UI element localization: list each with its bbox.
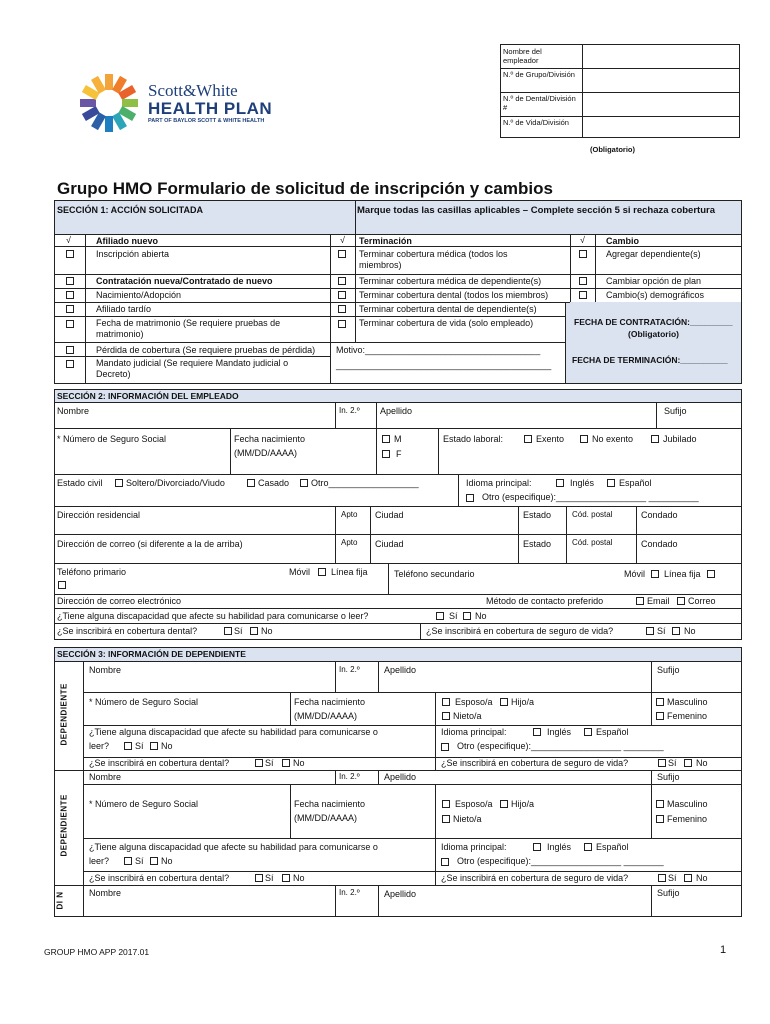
col2-item: Terminar cobertura dental (todos los miembros) xyxy=(359,290,549,300)
col1-item: Mandato judicial (Se requiere Mandato judicial o Decreto) xyxy=(96,358,289,380)
cb-dep1-vida-si[interactable] xyxy=(658,759,666,767)
employer-group-field[interactable] xyxy=(583,69,739,91)
emp-vida-q: ¿Se inscribirá en cobertura de seguro de vida? xyxy=(426,626,614,636)
cb-dep1-disc-si[interactable] xyxy=(124,742,132,750)
emp-dental-q: ¿Se inscribirá en cobertura dental? xyxy=(57,626,198,636)
no-label: No xyxy=(261,626,273,636)
no-label: No xyxy=(161,856,173,866)
ingles-label: Inglés xyxy=(570,478,595,488)
dep-otro-label[interactable]: Otro (especifique):__________________ ________ xyxy=(457,856,664,866)
cb-exento[interactable] xyxy=(524,435,532,443)
civil-label: Estado civil xyxy=(57,478,103,488)
apto-label: Apto xyxy=(341,538,358,547)
cb-tel1-movil[interactable] xyxy=(318,568,326,576)
cb-emp-dental-si[interactable] xyxy=(224,627,232,635)
ingles-label: Inglés xyxy=(547,727,572,737)
dep-dental-q: ¿Se inscribirá en cobertura dental? xyxy=(89,873,230,883)
col1-item: Pérdida de cobertura (Se requiere pruebas de pérdida) xyxy=(96,345,316,355)
hijo-label: Hijo/a xyxy=(511,799,535,809)
si-label: Sí xyxy=(135,741,144,751)
cb-dep1-fem[interactable] xyxy=(656,712,664,720)
no-label: No xyxy=(696,873,708,883)
cb-otro-idioma[interactable] xyxy=(466,494,474,502)
check-col3: √ xyxy=(580,235,585,245)
dep-vida-q: ¿Se inscribirá en cobertura de seguro de vida? xyxy=(441,758,629,768)
dep-disc-q2: leer? xyxy=(89,856,110,866)
cb-term-med-dep[interactable] xyxy=(338,277,346,285)
cb-dep2-vida-si[interactable] xyxy=(658,874,666,882)
cb-emp-vida-no[interactable] xyxy=(672,627,680,635)
cb-dep2-vida-no[interactable] xyxy=(684,874,692,882)
espanol-label: Español xyxy=(619,478,652,488)
cb-dep2-ingles[interactable] xyxy=(533,843,541,851)
cb-birth[interactable] xyxy=(66,291,74,299)
cb-dep2-otro[interactable] xyxy=(441,858,449,866)
dependent3-label: DI N xyxy=(55,891,65,910)
col1-item: Inscripción abierta xyxy=(96,249,170,259)
col2-item: Terminar cobertura médica de dependiente(s) xyxy=(359,276,542,286)
cb-dep2-disc-no[interactable] xyxy=(150,857,158,865)
dep-in2-label: In. 2.º xyxy=(339,772,360,781)
logo-mark-icon xyxy=(76,72,142,134)
dependent1-label: DEPENDIENTE xyxy=(59,683,69,746)
cb-dep1-esposo[interactable] xyxy=(442,698,450,706)
dep-sufijo-label: Sufijo xyxy=(657,665,680,675)
dep-ssn-label: * Número de Seguro Social xyxy=(89,697,199,707)
motivo-field-2[interactable]: ___________________________________________ xyxy=(336,360,552,370)
dep-disc-q: ¿Tiene alguna discapacidad que afecte su habilidad para comunicarse o xyxy=(89,727,378,737)
employer-life-label: N.º de Vida/División xyxy=(503,118,569,127)
cb-dep2-nieto[interactable] xyxy=(442,815,450,823)
footer-code: GROUP HMO APP 2017.01 xyxy=(44,947,150,957)
cb-tel1-extra[interactable] xyxy=(58,581,66,589)
cb-dep1-hijo[interactable] xyxy=(500,698,508,706)
cb-soltero[interactable] xyxy=(115,479,123,487)
metodo-email: Email xyxy=(647,596,670,606)
dep-dob-format: (MM/DD/AAAA) xyxy=(294,711,357,721)
cb-dep1-disc-no[interactable] xyxy=(150,742,158,750)
fem-label: Femenino xyxy=(667,711,708,721)
cb-dep2-fem[interactable] xyxy=(656,815,664,823)
emp-ssn-label: * Número de Seguro Social xyxy=(57,434,167,444)
cb-casado[interactable] xyxy=(247,479,255,487)
cb-demographic[interactable] xyxy=(579,291,587,299)
cb-court[interactable] xyxy=(66,360,74,368)
cb-dep1-dental-no[interactable] xyxy=(282,759,290,767)
dep-apellido-label: Apellido xyxy=(384,665,417,675)
col2-item: Terminar cobertura de vida (solo empleado) xyxy=(359,318,534,328)
dep-nombre-label: Nombre xyxy=(89,665,122,675)
cb-emp-vida-si[interactable] xyxy=(646,627,654,635)
exento-label: Exento xyxy=(536,434,565,444)
col1-item: Fecha de matrimonio (Se requiere pruebas de matrimonio) xyxy=(96,318,281,340)
cb-term-medical[interactable] xyxy=(338,250,346,258)
si-label: Sí xyxy=(668,873,677,883)
dep-disc-q: ¿Tiene alguna discapacidad que afecte su habilidad para comunicarse o xyxy=(89,842,378,852)
cb-emp-m[interactable] xyxy=(382,435,390,443)
cb-otro-civil[interactable] xyxy=(300,479,308,487)
emp-disc-q: ¿Tiene alguna discapacidad que afecte su habilidad para comunicarse o leer? xyxy=(57,611,369,621)
logo-line1: Scott&White xyxy=(148,81,238,100)
dep-dental-q: ¿Se inscribirá en cobertura dental? xyxy=(89,758,230,768)
col2-item: Terminar cobertura dental de dependiente(s) xyxy=(359,304,537,314)
metodo-label: Método de contacto preferido xyxy=(486,596,604,606)
cb-jubilado[interactable] xyxy=(651,435,659,443)
tel1-label: Teléfono primario xyxy=(57,567,127,577)
dep-in2-label: In. 2.º xyxy=(339,665,360,674)
cb-dep2-espanol[interactable] xyxy=(584,843,592,851)
dep-nombre-label: Nombre xyxy=(89,772,122,782)
logo xyxy=(76,72,276,134)
cb-term-dental-dep[interactable] xyxy=(338,305,346,313)
cp-label: Cód. postal xyxy=(572,538,613,547)
no-label: No xyxy=(293,873,305,883)
col3-item: Cambio(s) demográficos xyxy=(606,290,705,300)
dep-apellido-label: Apellido xyxy=(384,889,417,899)
employer-dental-label: N.º de Dental/División # xyxy=(503,94,576,113)
cb-dep1-dental-si[interactable] xyxy=(255,759,263,767)
cb-term-life[interactable] xyxy=(338,320,346,328)
emp-nombre-label: Nombre xyxy=(57,406,90,416)
masc-label: Masculino xyxy=(667,697,708,707)
cb-ingles[interactable] xyxy=(556,479,564,487)
employer-name-field[interactable] xyxy=(583,45,739,67)
section1-header: SECCIÓN 1: ACCIÓN SOLICITADA xyxy=(57,205,204,215)
cb-dep2-dental-no[interactable] xyxy=(282,874,290,882)
col3-item: Agregar dependiente(s) xyxy=(606,249,701,259)
nieto-label: Nieto/a xyxy=(453,711,482,721)
hijo-label: Hijo/a xyxy=(511,697,535,707)
ciudad-label: Ciudad xyxy=(375,539,404,549)
dep-nombre-label: Nombre xyxy=(89,888,122,898)
dep-disc-q2: leer? xyxy=(89,741,110,751)
emp-sufijo-label: Sufijo xyxy=(664,406,687,416)
dep-sufijo-label: Sufijo xyxy=(657,772,680,782)
tel1-movil: Móvil xyxy=(289,567,311,577)
dep-sufijo-label: Sufijo xyxy=(657,888,680,898)
employer-life-field[interactable] xyxy=(583,117,739,137)
ciudad-label: Ciudad xyxy=(375,510,404,520)
employer-name-label: Nombre del empleador xyxy=(503,47,542,66)
cb-loss[interactable] xyxy=(66,346,74,354)
fem-label: Femenino xyxy=(667,814,708,824)
cb-dep1-espanol[interactable] xyxy=(584,728,592,736)
motivo-field[interactable]: Motivo:___________________________________ xyxy=(336,345,541,355)
cb-espanol[interactable] xyxy=(607,479,615,487)
dir-res-label: Dirección residencial xyxy=(57,510,141,520)
check-col1: √ xyxy=(66,235,71,245)
jubilado-label: Jubilado xyxy=(663,434,697,444)
col3-title: Cambio xyxy=(606,236,640,246)
employer-required: (Obligatorio) xyxy=(590,145,635,154)
cb-late[interactable] xyxy=(66,305,74,313)
estado-label: Estado xyxy=(523,539,552,549)
tel2-linea: Línea fija xyxy=(664,569,701,579)
dep-otro-label[interactable]: Otro (especifique):__________________ ________ xyxy=(457,741,664,751)
nieto-label: Nieto/a xyxy=(453,814,482,824)
section1-instructions: Marque todas las casillas aplicables – Complete sección 5 si rechaza cobertura xyxy=(357,205,715,216)
check-col2: √ xyxy=(340,235,345,245)
cb-dep2-dental-si[interactable] xyxy=(255,874,263,882)
dep-vida-q: ¿Se inscribirá en cobertura de seguro de vida? xyxy=(441,873,629,883)
emp-m-label: M xyxy=(394,434,402,444)
col3-item: Cambiar opción de plan xyxy=(606,276,702,286)
otro-idioma-label[interactable]: Otro (especifique):__________________ __________ xyxy=(482,492,699,502)
no-label: No xyxy=(475,611,487,621)
employer-dental-field[interactable] xyxy=(583,93,739,115)
no-label: No xyxy=(684,626,696,636)
hire-date-field[interactable]: FECHA DE CONTRATACIÓN:_________ xyxy=(574,317,733,327)
cb-tel2-linea[interactable] xyxy=(707,570,715,578)
espanol-label: Español xyxy=(596,842,629,852)
dep-apellido-label: Apellido xyxy=(384,772,417,782)
cb-emp-disc-si[interactable] xyxy=(436,612,444,620)
tel2-label: Teléfono secundario xyxy=(394,569,475,579)
emp-status-label: Estado laboral: xyxy=(443,434,504,444)
cb-emp-dental-no[interactable] xyxy=(250,627,258,635)
dep-dob-label: Fecha nacimiento xyxy=(294,697,366,707)
cb-emp-disc-no[interactable] xyxy=(463,612,471,620)
si-label: Sí xyxy=(135,856,144,866)
tel1-linea: Línea fija xyxy=(331,567,368,577)
cb-emp-f[interactable] xyxy=(382,450,390,458)
col1-item: Afiliado tardío xyxy=(96,304,152,314)
cb-noexento[interactable] xyxy=(580,435,588,443)
cb-dep2-disc-si[interactable] xyxy=(124,857,132,865)
idioma-label: Idioma principal: xyxy=(466,478,532,488)
si-label: Sí xyxy=(234,626,243,636)
logo-line2: HEALTH PLAN xyxy=(148,99,273,118)
page-number: 1 xyxy=(720,944,727,956)
logo-line3: PART OF BAYLOR SCOTT & WHITE HEALTH xyxy=(148,118,265,124)
col1-item: Contratación nueva/Contratado de nuevo xyxy=(96,276,273,286)
dep-idioma-label: Idioma principal: xyxy=(441,727,507,737)
col2-item: Terminar cobertura médica (todos los miembros) xyxy=(359,249,508,271)
cb-dep1-ingles[interactable] xyxy=(533,728,541,736)
col2-title: Terminación xyxy=(359,236,412,246)
page-title: Grupo HMO Formulario de solicitud de inscripción y cambios xyxy=(57,179,553,198)
espanol-label: Español xyxy=(596,727,629,737)
employer-group-label: N.º de Grupo/División xyxy=(503,70,575,79)
dep-ssn-label: * Número de Seguro Social xyxy=(89,799,199,809)
cp-label: Cód. postal xyxy=(572,510,613,519)
cb-dep1-otro[interactable] xyxy=(441,743,449,751)
tel2-movil: Móvil xyxy=(624,569,646,579)
no-label: No xyxy=(696,758,708,768)
emp-f-label: F xyxy=(396,449,402,459)
si-label: Sí xyxy=(449,611,458,621)
si-label: Sí xyxy=(668,758,677,768)
cb-new-hire[interactable] xyxy=(66,277,74,285)
si-label: Sí xyxy=(657,626,666,636)
section3-header: SECCIÓN 3: INFORMACIÓN DE DEPENDIENTE xyxy=(57,649,246,659)
cb-dep1-nieto[interactable] xyxy=(442,712,450,720)
cb-term-dental[interactable] xyxy=(338,291,346,299)
cb-dep1-vida-no[interactable] xyxy=(684,759,692,767)
soltero-label: Soltero/Divorciado/Viudo xyxy=(126,478,225,488)
dependent2-label: DEPENDIENTE xyxy=(59,794,69,857)
condado-label: Condado xyxy=(641,539,678,549)
emp-in2-label: In. 2.º xyxy=(339,406,360,415)
cb-tel2-movil[interactable] xyxy=(651,570,659,578)
esposo-label: Esposo/a xyxy=(455,697,493,707)
cb-change-plan[interactable] xyxy=(579,277,587,285)
term-date-field[interactable]: FECHA DE TERMINACIÓN:__________ xyxy=(572,355,728,365)
casado-label: Casado xyxy=(258,478,290,488)
cb-add-dep[interactable] xyxy=(579,250,587,258)
col1-item: Nacimiento/Adopción xyxy=(96,290,182,300)
emp-dob-label: Fecha nacimiento xyxy=(234,434,306,444)
emp-dob-format: (MM/DD/AAAA) xyxy=(234,448,297,458)
cb-metodo-correo[interactable] xyxy=(677,597,685,605)
metodo-correo: Correo xyxy=(688,596,716,606)
masc-label: Masculino xyxy=(667,799,708,809)
hire-date-required: (Obligatorio) xyxy=(628,329,679,339)
cb-dep2-hijo[interactable] xyxy=(500,800,508,808)
ingles-label: Inglés xyxy=(547,842,572,852)
cb-dep2-masc[interactable] xyxy=(656,800,664,808)
section2-header: SECCIÓN 2: INFORMACIÓN DEL EMPLEADO xyxy=(57,391,239,401)
estado-label: Estado xyxy=(523,510,552,520)
cb-dep2-esposo[interactable] xyxy=(442,800,450,808)
noexento-label: No exento xyxy=(592,434,634,444)
dir-correo-label: Dirección de correo (si diferente a la de arriba) xyxy=(57,539,243,549)
dep-dob-label: Fecha nacimiento xyxy=(294,799,366,809)
apto-label: Apto xyxy=(341,510,358,519)
col1-title: Afiliado nuevo xyxy=(96,236,159,246)
dep-dob-format: (MM/DD/AAAA) xyxy=(294,813,357,823)
condado-label: Condado xyxy=(641,510,678,520)
otro-civil-label[interactable]: Otro__________________ xyxy=(311,478,419,488)
cb-metodo-email[interactable] xyxy=(636,597,644,605)
no-label: No xyxy=(161,741,173,751)
cb-open-enroll[interactable] xyxy=(66,250,74,258)
no-label: No xyxy=(293,758,305,768)
cb-marriage[interactable] xyxy=(66,320,74,328)
email-label: Dirección de correo electrónico xyxy=(57,596,182,606)
cb-dep1-masc[interactable] xyxy=(656,698,664,706)
si-label: Sí xyxy=(265,758,274,768)
emp-apellido-label: Apellido xyxy=(380,406,413,416)
si-label: Sí xyxy=(265,873,274,883)
dep-in2-label: In. 2.º xyxy=(339,888,360,897)
esposo-label: Esposo/a xyxy=(455,799,493,809)
dep-idioma-label: Idioma principal: xyxy=(441,842,507,852)
